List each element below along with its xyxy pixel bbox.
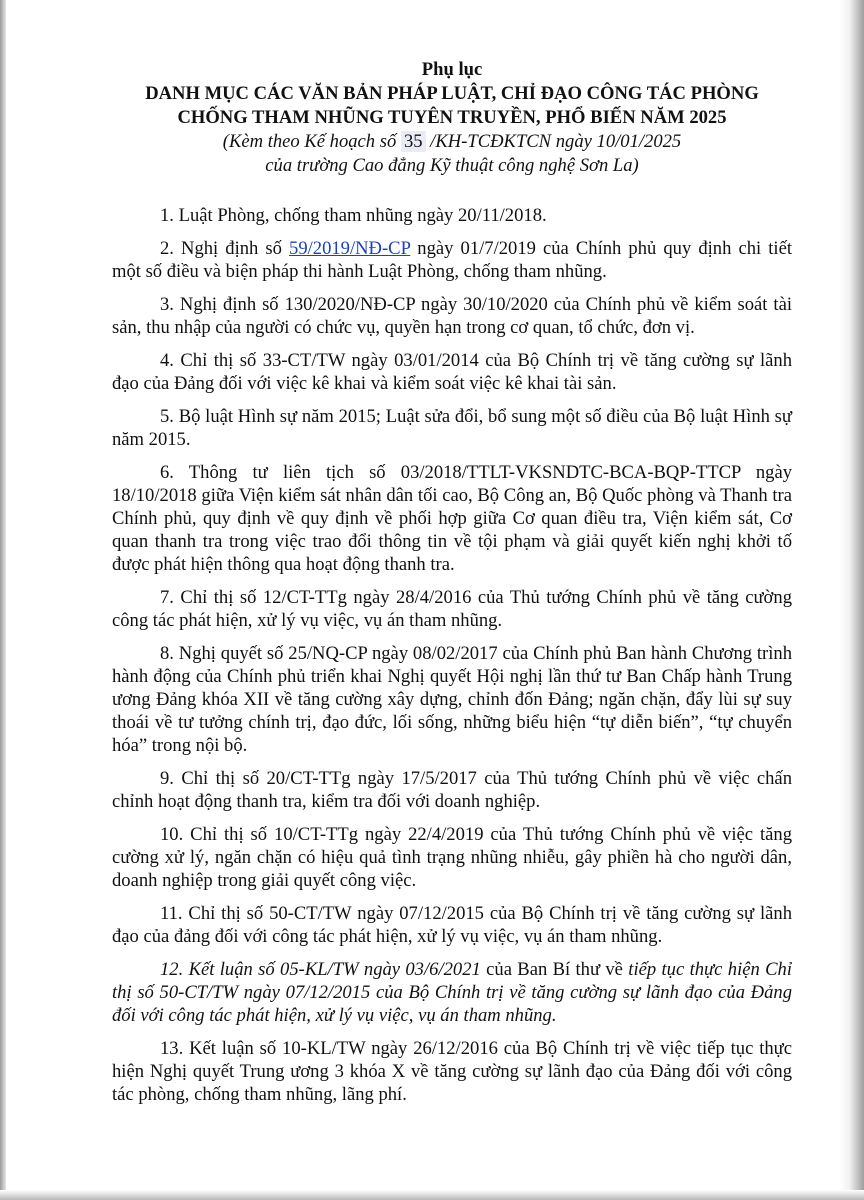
appendix-label: Phụ lục xyxy=(421,59,483,80)
list-item-6: 6. Thông tư liên tịch số 03/2018/TTLT-VKSNDTC-BCA-BQP-TTCP ngày 18/10/2018 giữa Viện kiểm sát nhân dân tối cao, Bộ Công an, Bộ Quốc phòng và Thanh tra Chính phủ, quy định về quy định về phối hợp giữa Cơ quan điều tra, Viện kiểm sát, Cơ quan thanh tra trong việc trao đổi thông tin về tội phạm và giải quyết kiến nghị khởi tố được phát hiện thông qua hoạt động thanh tra. xyxy=(112,462,792,575)
document-header xyxy=(112,58,792,178)
list-item-2-suffix: ngày 01/7/2019 của Chính phủ quy định chi tiết một số điều và biện pháp thi hành Luật Phòng, chống tham nhũng. xyxy=(112,238,792,282)
list-item-7: 7. Chỉ thị số 12/CT-TTg ngày 28/4/2016 của Thủ tướng Chính phủ về tăng cường công tác phát hiện, xử lý vụ việc, vụ án tham nhũng. xyxy=(112,587,792,631)
list-item-3: 3. Nghị định số 130/2020/NĐ-CP ngày 30/10/2020 của Chính phủ về kiểm soát tài sản, thu nhập của người có chức vụ, quyền hạn trong cơ quan, tổ chức, đơn vị. xyxy=(112,294,792,338)
list-item-2-prefix: 2. Nghị định số xyxy=(160,238,290,259)
list-item-2 xyxy=(112,237,792,283)
list-item-12-part-1: 12. Kết luận số 05-KL/TW ngày 03/6/2021 xyxy=(160,959,481,980)
list-item-12-part-3: tiếp tục thực hiện Chỉ thị số 50-CT/TW ngày 07/12/2015 của Bộ Chính trị về tăng cường sự lãnh đạo của Đảng đối với công tác phát hiện, xử lý vụ việc, vụ án tham nhũng. xyxy=(112,959,792,1026)
list-item-4: 4. Chỉ thị số 33-CT/TW ngày 03/01/2014 của Bộ Chính trị về tăng cường sự lãnh đạo của Đảng đối với việc kê khai và kiểm soát việc kê khai tài sản. xyxy=(112,350,792,394)
document-list xyxy=(112,204,792,1106)
decree-link[interactable]: 59/2019/NĐ-CP xyxy=(289,238,411,259)
title-line-1: DANH MỤC CÁC VĂN BẢN PHÁP LUẬT, CHỈ ĐẠO CÔNG TÁC PHÒNG xyxy=(145,83,759,104)
list-item-1: 1. Luật Phòng, chống tham nhũng ngày 20/11/2018. xyxy=(160,205,547,226)
list-item-11: 11. Chỉ thị số 50-CT/TW ngày 07/12/2015 của Bộ Chính trị về tăng cường sự lãnh đạo của đảng đối với công tác phát hiện, xử lý vụ việc, vụ án tham nhũng. xyxy=(112,903,792,947)
list-item-5: 5. Bộ luật Hình sự năm 2015; Luật sửa đổi, bổ sung một số điều của Bộ luật Hình sự năm 2015. xyxy=(112,406,792,450)
subtitle-line-1 xyxy=(112,130,792,154)
subtitle-prefix: (Kèm theo Kế hoạch số xyxy=(222,131,401,152)
page-bottom-edge xyxy=(0,1190,864,1200)
title-line-2: CHỐNG THAM NHŨNG TUYÊN TRUYỀN, PHỔ BIẾN NĂM 2025 xyxy=(177,107,727,128)
list-item-13: 13. Kết luận số 10-KL/TW ngày 26/12/2016 của Bộ Chính trị về việc tiếp tục thực hiện Nghị quyết Trung ương 3 khóa X về tăng cường sự lãnh đạo của Đảng đối với công tác phòng, chống tham nhũng, lãng phí. xyxy=(112,1038,792,1105)
list-item-12 xyxy=(112,958,792,1027)
page-left-edge xyxy=(0,0,6,1200)
page-right-edge xyxy=(840,0,864,1200)
list-item-9: 9. Chỉ thị số 20/CT-TTg ngày 17/5/2017 của Thủ tướng Chính phủ về việc chấn chỉnh hoạt động thanh tra, kiểm tra đối với doanh nghiệp. xyxy=(112,768,792,812)
list-item-8: 8. Nghị quyết số 25/NQ-CP ngày 08/02/2017 của Chính phủ Ban hành Chương trình hành động của Chính phủ triển khai Nghị quyết Hội nghị lần thứ tư Ban Chấp hành Trung ương Đảng khóa XII về tăng cường xây dựng, chỉnh đốn Đảng; ngăn chặn, đẩy lùi sự suy thoái về tư tưởng chính trị, đạo đức, lối sống, những biểu hiện “tự diễn biến”, “tự chuyển hóa” trong nội bộ. xyxy=(112,643,792,756)
plan-number: 35 xyxy=(401,131,426,152)
document-page xyxy=(112,58,792,1116)
subtitle-line-2: của trường Cao đẳng Kỹ thuật công nghệ Sơn La) xyxy=(265,155,639,176)
list-item-10: 10. Chỉ thị số 10/CT-TTg ngày 22/4/2019 của Thủ tướng Chính phủ về việc tăng cường xử lý, ngăn chặn có hiệu quả tình trạng nhũng nhiễu, gây phiền hà cho người dân, doanh nghiệp trong giải quyết công việc. xyxy=(112,824,792,891)
list-item-12-part-2: của Ban Bí thư về xyxy=(480,959,629,980)
subtitle-suffix: /KH-TCĐKTCN ngày 10/01/2025 xyxy=(425,131,682,152)
